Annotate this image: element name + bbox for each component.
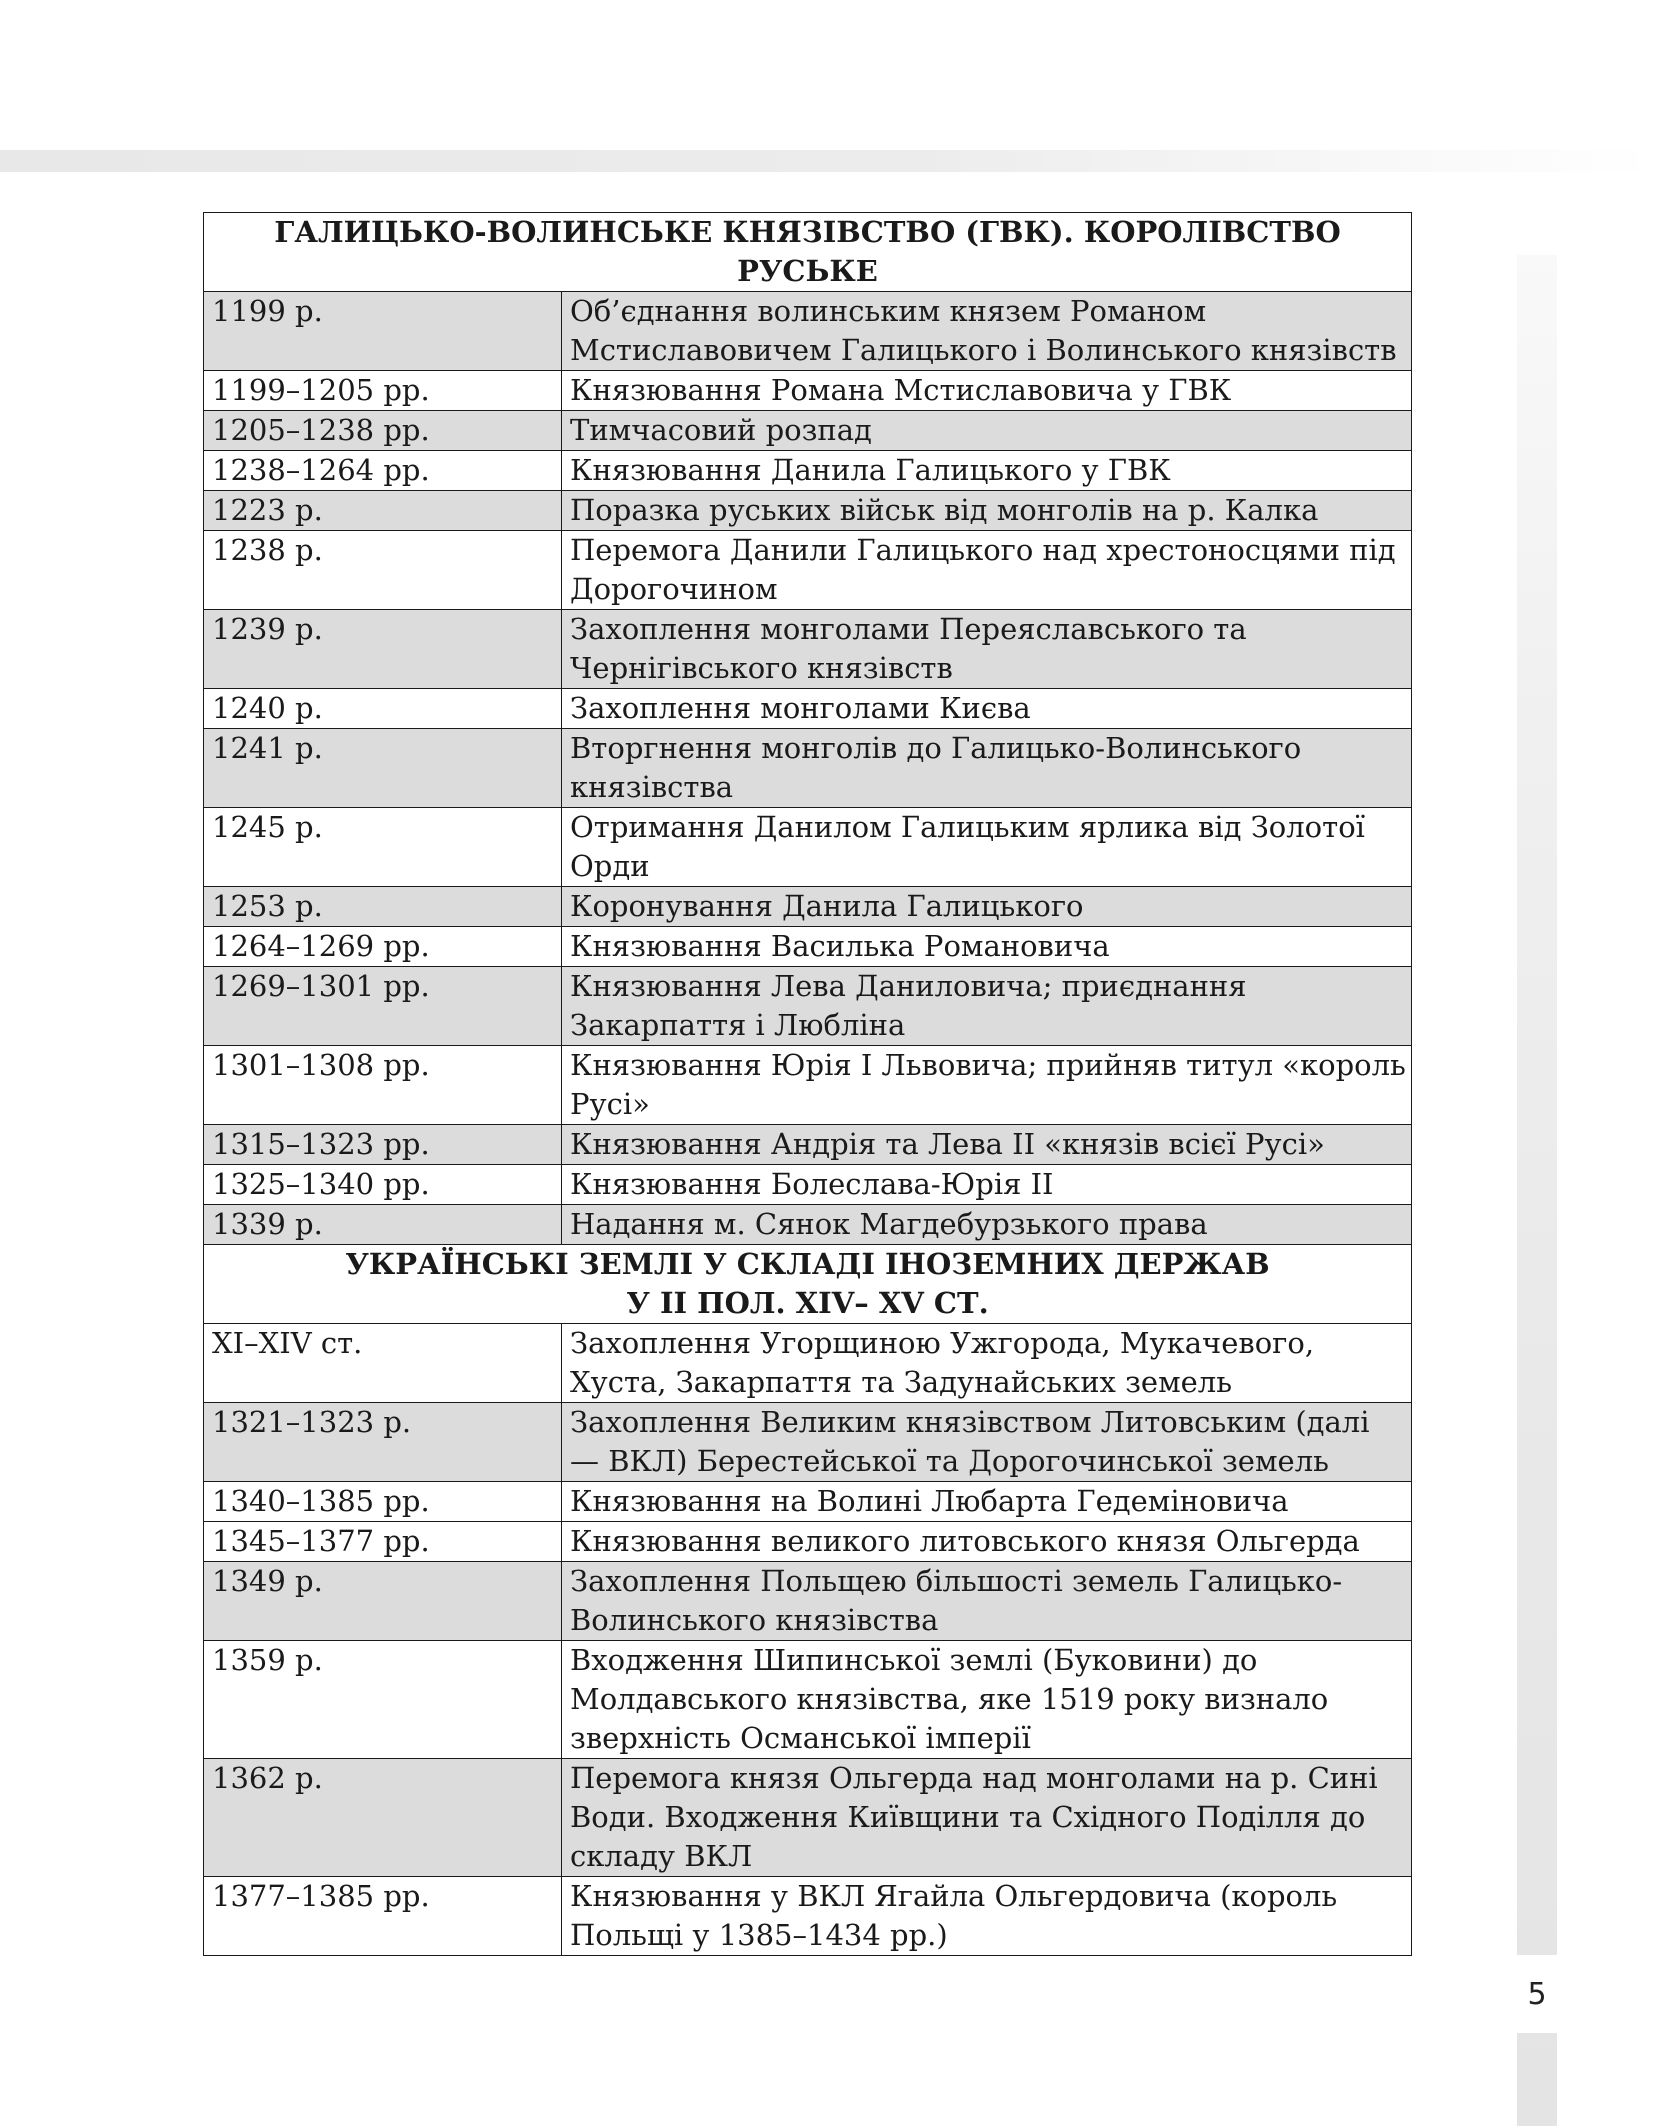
table-row — [204, 1641, 1412, 1759]
event-cell: Князювання Василька Романовича — [562, 927, 1412, 967]
event-cell: Перемога Данили Галицького над хрестоносцями під Дорогочином — [562, 531, 1412, 610]
date-cell: 1315–1323 рр. — [204, 1125, 562, 1165]
chronology-table-body — [204, 213, 1412, 1956]
date-cell: 1253 р. — [204, 887, 562, 927]
table-row — [204, 1522, 1412, 1562]
table-row — [204, 1205, 1412, 1245]
header-decor-band — [0, 150, 1654, 172]
table-row — [204, 1482, 1412, 1522]
page-number: 5 — [1506, 1955, 1568, 2033]
table-row — [204, 1562, 1412, 1641]
table-row — [204, 689, 1412, 729]
event-cell: Тимчасовий розпад — [562, 411, 1412, 451]
event-cell: Князювання на Волині Любарта Гедеміновича — [562, 1482, 1412, 1522]
event-cell: Вторгнення монголів до Галицько-Волинського князівства — [562, 729, 1412, 808]
table-row — [204, 1877, 1412, 1956]
section-title: УКРАЇНСЬКІ ЗЕМЛІ У СКЛАДІ ІНОЗЕМНИХ ДЕРЖАВ У II ПОЛ. XIV– XV СТ. — [204, 1245, 1412, 1324]
event-cell: Перемога князя Ольгерда над монголами на р. Сині Води. Входження Київщини та Східного Поділля до складу ВКЛ — [562, 1759, 1412, 1877]
event-cell: Надання м. Сянок Магдебурзького права — [562, 1205, 1412, 1245]
date-cell: 1301–1308 рр. — [204, 1046, 562, 1125]
date-cell: 1321–1323 р. — [204, 1403, 562, 1482]
event-cell: Захоплення Угорщиною Ужгорода, Мукачевого, Хуста, Закарпаття та Задунайських земель — [562, 1324, 1412, 1403]
event-cell: Захоплення монголами Переяславського та Чернігівського князівств — [562, 610, 1412, 689]
table-row — [204, 927, 1412, 967]
table-row — [204, 1759, 1412, 1877]
date-cell: 1359 р. — [204, 1641, 562, 1759]
event-cell: Об’єднання волинським князем Романом Мстиславовичем Галицького і Волинського князівств — [562, 292, 1412, 371]
date-cell: 1377–1385 рр. — [204, 1877, 562, 1956]
table-row — [204, 1125, 1412, 1165]
event-cell: Входження Шипинської землі (Буковини) до Молдавського князівства, яке 1519 року визнало зверхність Османської імперії — [562, 1641, 1412, 1759]
date-cell: 1240 р. — [204, 689, 562, 729]
section-header-row — [204, 1245, 1412, 1324]
table-row — [204, 531, 1412, 610]
table-row — [204, 610, 1412, 689]
date-cell: 1241 р. — [204, 729, 562, 808]
table-row — [204, 729, 1412, 808]
event-cell: Князювання Болеслава-Юрія II — [562, 1165, 1412, 1205]
event-cell: Князювання Лева Даниловича; приєднання Закарпаття і Люблiна — [562, 967, 1412, 1046]
date-cell: 1362 р. — [204, 1759, 562, 1877]
table-row — [204, 371, 1412, 411]
table-row — [204, 411, 1412, 451]
event-cell: Захоплення Польщею більшості земель Галицько-Волинського князівства — [562, 1562, 1412, 1641]
table-row — [204, 451, 1412, 491]
date-cell: 1199–1205 рр. — [204, 371, 562, 411]
table-row — [204, 1046, 1412, 1125]
date-cell: 1238–1264 рр. — [204, 451, 562, 491]
date-cell: XI–XIV ст. — [204, 1324, 562, 1403]
date-cell: 1223 р. — [204, 491, 562, 531]
date-cell: 1340–1385 рр. — [204, 1482, 562, 1522]
table-row — [204, 491, 1412, 531]
table-row — [204, 1324, 1412, 1403]
date-cell: 1245 р. — [204, 808, 562, 887]
event-cell: Коронування Данила Галицького — [562, 887, 1412, 927]
date-cell: 1239 р. — [204, 610, 562, 689]
date-cell: 1325–1340 рр. — [204, 1165, 562, 1205]
event-cell: Захоплення монголами Києва — [562, 689, 1412, 729]
date-cell: 1269–1301 рр. — [204, 967, 562, 1046]
date-cell: 1349 р. — [204, 1562, 562, 1641]
event-cell: Князювання Данила Галицького у ГВК — [562, 451, 1412, 491]
table-row — [204, 967, 1412, 1046]
event-cell: Князювання Романа Мстиславовича у ГВК — [562, 371, 1412, 411]
date-cell: 1199 р. — [204, 292, 562, 371]
event-cell: Князювання великого литовського князя Ольгерда — [562, 1522, 1412, 1562]
table-row — [204, 808, 1412, 887]
date-cell: 1339 р. — [204, 1205, 562, 1245]
section-header-row — [204, 213, 1412, 292]
event-cell: Князювання у ВКЛ Ягайла Ольгердовича (король Польщі у 1385–1434 рр.) — [562, 1877, 1412, 1956]
date-cell: 1238 р. — [204, 531, 562, 610]
date-cell: 1264–1269 рр. — [204, 927, 562, 967]
event-cell: Князювання Андрія та Лева II «князів всієї Русі» — [562, 1125, 1412, 1165]
event-cell: Отримання Данилом Галицьким ярлика від Золотої Орди — [562, 808, 1412, 887]
chronology-table — [203, 212, 1412, 1956]
table-row — [204, 292, 1412, 371]
date-cell: 1205–1238 рр. — [204, 411, 562, 451]
table-row — [204, 1403, 1412, 1482]
page-edge-bar — [1517, 255, 1557, 2126]
table-row — [204, 1165, 1412, 1205]
table-row — [204, 887, 1412, 927]
event-cell: Захоплення Великим князівством Литовським (далі — ВКЛ) Берестейської та Дорогочинської земель — [562, 1403, 1412, 1482]
event-cell: Князювання Юрія I Львовича; прийняв титул «король Русі» — [562, 1046, 1412, 1125]
event-cell: Поразка руських військ від монголів на р. Калка — [562, 491, 1412, 531]
date-cell: 1345–1377 рр. — [204, 1522, 562, 1562]
section-title: ГАЛИЦЬКО-ВОЛИНСЬКЕ КНЯЗІВСТВО (ГВК). КОРОЛІВСТВО РУСЬКЕ — [204, 213, 1412, 292]
